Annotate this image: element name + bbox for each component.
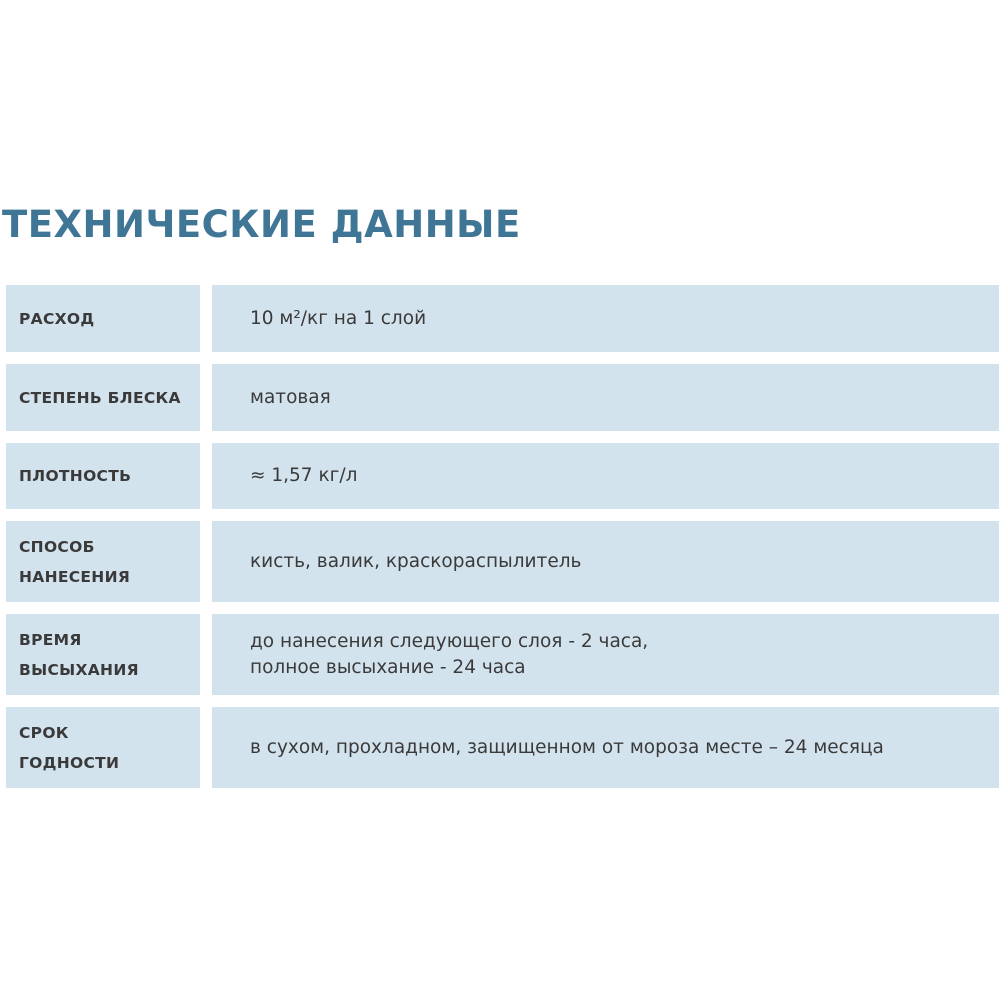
spec-label: ГОДНОСТИ: [19, 753, 120, 772]
spec-label: ВЫСЫХАНИЯ: [19, 660, 139, 679]
spec-row-drying-time: [6, 614, 999, 695]
spec-label: ВРЕМЯ: [19, 630, 82, 649]
specs-table: [6, 285, 999, 800]
spec-value: кисть, валик, краскораспылитель: [250, 550, 582, 572]
spec-label-cell: [6, 364, 200, 431]
spec-value-cell: [212, 707, 999, 788]
spec-value-cell: [212, 364, 999, 431]
spec-label-cell: [6, 285, 200, 352]
spec-value: полное высыхание - 24 часа: [250, 656, 526, 678]
spec-value: матовая: [250, 386, 331, 408]
spec-row-density: [6, 443, 999, 509]
spec-value-cell: [212, 614, 999, 695]
spec-label: СПОСОБ: [19, 537, 95, 556]
spec-row-application: [6, 521, 999, 602]
spec-label: СРОК: [19, 723, 69, 742]
spec-label-cell: [6, 521, 200, 602]
spec-value: ≈ 1,57 кг/л: [250, 465, 358, 486]
spec-value: 10 м²/кг на 1 слой: [250, 307, 427, 329]
spec-value-cell: [212, 521, 999, 602]
spec-value: до нанесения следующего слоя - 2 часа,: [250, 630, 649, 652]
spec-value-cell: [212, 443, 999, 509]
spec-label: НАНЕСЕНИЯ: [19, 567, 131, 586]
spec-label: ПЛОТНОСТЬ: [19, 467, 132, 485]
spec-row-shelf-life: [6, 707, 999, 788]
spec-row-consumption: [6, 285, 999, 352]
spec-value: в сухом, прохладном, защищенном от мороза месте – 24 месяца: [250, 736, 884, 758]
page-title: ТЕХНИЧЕСКИЕ ДАННЫЕ: [2, 203, 521, 246]
spec-label: РАСХОД: [19, 309, 95, 328]
spec-value-cell: [212, 285, 999, 352]
spec-label: СТЕПЕНЬ БЛЕСКА: [19, 388, 181, 407]
spec-label-cell: [6, 707, 200, 788]
spec-label-cell: [6, 443, 200, 509]
spec-row-gloss: [6, 364, 999, 431]
spec-label-cell: [6, 614, 200, 695]
